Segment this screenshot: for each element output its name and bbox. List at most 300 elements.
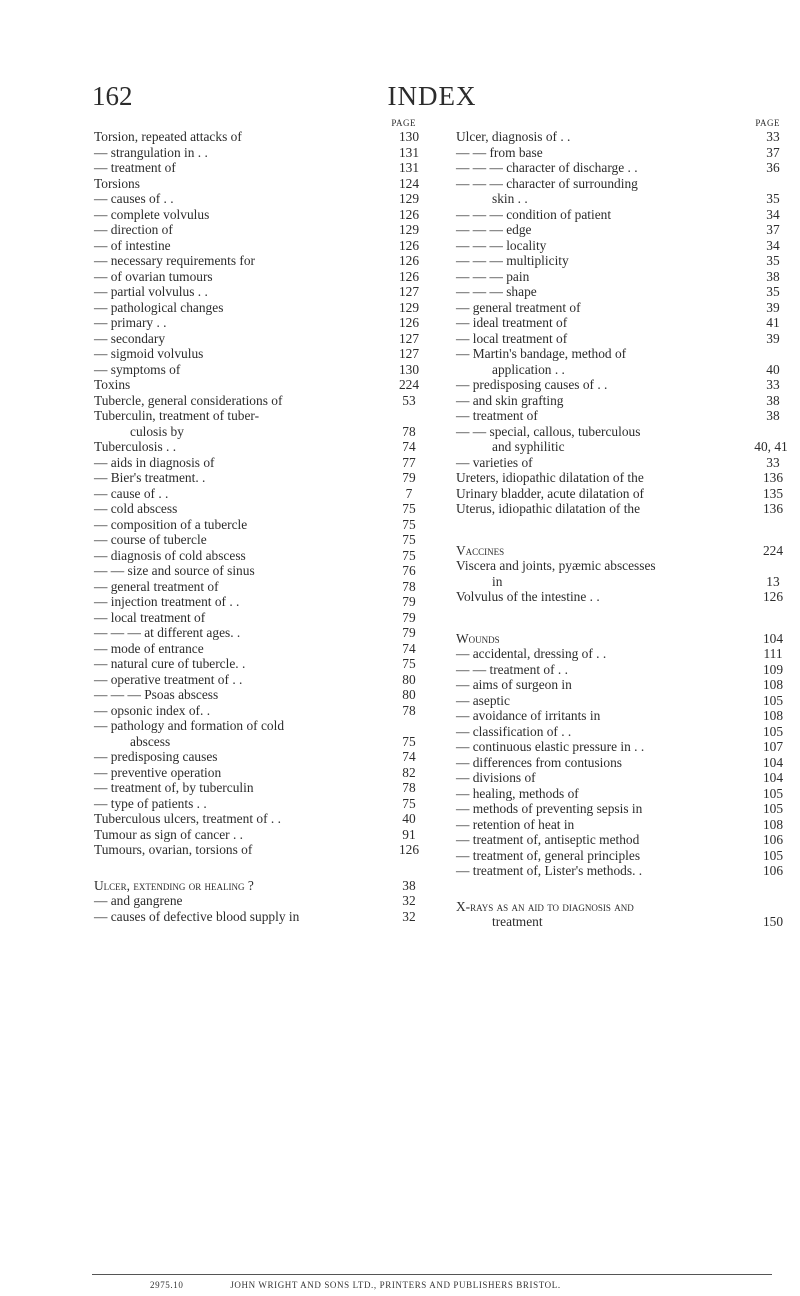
entry-text: — general treatment of <box>94 578 219 594</box>
entry-page-number: 39 <box>766 299 780 315</box>
entry-page-number: 126 <box>398 842 420 857</box>
section-gap <box>456 605 790 631</box>
index-entry <box>456 589 790 605</box>
left-entry-list <box>94 129 426 924</box>
entry-page-number: 35 <box>766 284 780 299</box>
entry-page-number: 75 <box>402 795 416 811</box>
index-entry <box>94 470 426 486</box>
index-entry <box>94 548 426 564</box>
entry-page-number: 126 <box>398 315 420 330</box>
entry-text: — of ovarian tumours <box>94 268 213 284</box>
index-entry <box>456 631 790 647</box>
index-entry <box>94 796 426 812</box>
entry-page-number: 129 <box>398 299 420 315</box>
entry-text: culosis by <box>130 423 184 439</box>
entry-page-number: 38 <box>766 268 780 284</box>
entry-page-number: 75 <box>402 532 416 547</box>
entry-page-number: 74 <box>402 640 416 656</box>
entry-page-number: 80 <box>402 687 416 702</box>
page-number: 162 <box>92 81 133 111</box>
print-code: 2975.10 <box>150 1280 184 1290</box>
index-entry <box>94 734 426 750</box>
entry-page-number: 78 <box>402 702 416 718</box>
entry-page-number: 124 <box>398 175 420 191</box>
index-column-left <box>94 118 426 924</box>
entry-page-number: 79 <box>402 625 416 640</box>
entry-text: treatment <box>492 914 543 929</box>
entry-text: — partial volvulus . . <box>94 284 208 299</box>
index-entry <box>94 393 426 409</box>
entry-page-number: 150 <box>762 914 784 929</box>
index-entry <box>456 739 790 755</box>
entry-text: — cause of . . <box>94 485 169 501</box>
entry-text: — aseptic <box>456 692 510 708</box>
entry-text: Tuberculin, treatment of tuber- <box>94 408 260 423</box>
entry-text: Uterus, idiopathic dilatation of the <box>456 501 641 516</box>
entry-text: — strangulation in . . <box>94 144 208 160</box>
entry-text: Volvulus of the intestine . . <box>456 589 600 604</box>
index-entry <box>456 677 790 693</box>
printer-imprint: JOHN WRIGHT AND SONS LTD., PRINTERS AND PUBLISHERS BRISTOL. <box>230 1280 561 1290</box>
footer-rule <box>92 1274 772 1275</box>
entry-page-number: 109 <box>762 661 784 677</box>
entry-text: — — size and source of sinus <box>94 563 255 578</box>
entry-text: — — — character of discharge . . <box>456 160 638 175</box>
entry-page-number: 36 <box>766 160 780 175</box>
entry-text: — — from base <box>456 144 543 160</box>
index-entry <box>456 832 790 848</box>
entry-text: — — — shape <box>456 284 537 299</box>
index-entry <box>456 770 790 786</box>
index-entry <box>94 656 426 672</box>
index-entry <box>456 284 790 300</box>
entry-page-number: 75 <box>402 516 416 532</box>
entry-page-number: 38 <box>402 877 416 893</box>
index-entry <box>456 191 790 207</box>
page-header <box>92 80 772 120</box>
entry-text: — classification of . . <box>456 723 572 739</box>
entry-page-number: 108 <box>762 677 784 692</box>
entry-text: in <box>492 573 503 589</box>
entry-text: and syphilitic <box>492 439 565 454</box>
index-entry <box>94 610 426 626</box>
index-entry <box>94 424 426 440</box>
entry-text: — Martin's bandage, method of <box>456 346 627 361</box>
index-entry <box>94 315 426 331</box>
entry-text: Tuberculosis . . <box>94 439 177 454</box>
entry-text: — pathological changes <box>94 299 224 315</box>
entry-text: — Bier's treatment. . <box>94 470 206 485</box>
section-gap <box>456 879 790 899</box>
page-title: INDEX <box>387 81 477 111</box>
index-entry <box>456 899 790 915</box>
entry-page-number: 32 <box>402 908 416 924</box>
entry-text: — natural cure of tubercle. . <box>94 656 246 671</box>
index-entry <box>94 909 426 925</box>
entry-text: — type of patients . . <box>94 795 207 811</box>
entry-text: — predisposing causes <box>94 749 218 764</box>
entry-text: — — — at different ages. . <box>94 625 241 640</box>
index-entry <box>94 563 426 579</box>
entry-page-number: 78 <box>402 780 416 795</box>
entry-page-number: 130 <box>398 361 420 377</box>
entry-page-number: 106 <box>762 832 784 847</box>
index-entry <box>94 579 426 595</box>
index-entry <box>456 801 790 817</box>
entry-page-number: 38 <box>766 408 780 423</box>
index-entry <box>456 755 790 771</box>
entry-text: — and gangrene <box>94 893 183 908</box>
entry-page-number: 33 <box>766 377 780 392</box>
index-entry <box>456 253 790 269</box>
entry-text: — aids in diagnosis of <box>94 454 215 470</box>
entry-page-number: 77 <box>402 454 416 470</box>
entry-page-number: 80 <box>402 671 416 687</box>
entry-page-number: 104 <box>762 754 784 770</box>
page-column-label: PAGE <box>391 118 416 128</box>
index-entry <box>94 160 426 176</box>
entry-page-number: 35 <box>766 253 780 268</box>
index-entry <box>456 176 790 192</box>
index-entry <box>456 346 790 362</box>
entry-page-number: 41 <box>766 315 780 330</box>
entry-page-number: 40 <box>766 361 780 377</box>
entry-text: — causes of defective blood supply in <box>94 908 300 924</box>
entry-text: — composition of a tubercle <box>94 516 248 532</box>
entry-page-number: 131 <box>398 160 420 175</box>
entry-page-number: 13 <box>766 573 780 589</box>
entry-text: abscess <box>130 733 171 749</box>
entry-text: — diagnosis of cold abscess <box>94 547 246 563</box>
index-entry <box>456 393 790 409</box>
entry-text: — injection treatment of . . <box>94 594 240 609</box>
entry-text: — primary . . <box>94 315 167 330</box>
entry-text: Tubercle, general considerations of <box>94 392 283 408</box>
entry-text: — — — pain <box>456 268 530 284</box>
entry-text: — — — Psoas abscess <box>94 687 219 702</box>
entry-page-number: 127 <box>398 284 420 299</box>
entry-text: — differences from contusions <box>456 754 622 770</box>
entry-page-number: 129 <box>398 222 420 237</box>
entry-page-number: 79 <box>402 609 416 625</box>
entry-text: — opsonic index of. . <box>94 702 211 718</box>
entry-text: — avoidance of irritants in <box>456 708 601 723</box>
index-entry <box>94 191 426 207</box>
entry-text: — varieties of <box>456 454 533 470</box>
index-entry <box>94 331 426 347</box>
entry-page-number: 126 <box>762 589 784 604</box>
index-entry <box>94 129 426 145</box>
entry-text: — predisposing causes of . . <box>456 377 608 392</box>
entry-text: — local treatment of <box>456 330 568 346</box>
index-entry <box>94 718 426 734</box>
entry-text: Ulcer, diagnosis of . . <box>456 129 571 144</box>
entry-page-number: 106 <box>762 863 784 878</box>
entry-page-number: 53 <box>402 392 416 408</box>
entry-text: X-rays as an aid to diagnosis and <box>456 898 634 914</box>
index-entry <box>456 693 790 709</box>
index-entry <box>94 517 426 533</box>
entry-text: — symptoms of <box>94 361 181 377</box>
entry-page-number: 79 <box>402 594 416 609</box>
entry-text: — of intestine <box>94 237 171 253</box>
entry-page-number: 130 <box>398 129 420 144</box>
index-entry <box>456 222 790 238</box>
entry-page-number: 78 <box>402 423 416 439</box>
entry-text: — direction of <box>94 222 173 237</box>
entry-page-number: 78 <box>402 578 416 594</box>
index-entry <box>94 408 426 424</box>
entry-page-number: 105 <box>762 847 784 863</box>
entry-page-number: 79 <box>402 470 416 485</box>
entry-text: — mode of entrance <box>94 640 204 656</box>
entry-text: Tumours, ovarian, torsions of <box>94 842 253 857</box>
index-entry <box>94 501 426 517</box>
entry-page-number: 127 <box>398 330 420 346</box>
entry-page-number: 224 <box>762 542 784 558</box>
entry-text: — ideal treatment of <box>456 315 568 330</box>
entry-text: — pathology and formation of cold <box>94 718 285 733</box>
index-entry <box>94 269 426 285</box>
entry-text: Torsions <box>94 175 140 191</box>
entry-text: — — — multiplicity <box>456 253 569 268</box>
entry-page-number: 33 <box>766 454 780 470</box>
index-entry <box>456 558 790 574</box>
entry-page-number: 32 <box>402 893 416 908</box>
entry-text: — — — character of surrounding <box>456 175 638 191</box>
index-entry <box>94 893 426 909</box>
right-entry-list <box>456 129 790 930</box>
entry-page-number: 7 <box>405 485 413 501</box>
entry-page-number: 126 <box>398 253 420 268</box>
entry-page-number: 135 <box>762 485 784 501</box>
entry-page-number: 111 <box>763 646 783 661</box>
entry-text: — complete volvulus <box>94 206 210 222</box>
section-gap <box>94 858 426 878</box>
index-entry <box>94 486 426 502</box>
entry-page-number: 126 <box>398 206 420 222</box>
index-entry <box>456 129 790 145</box>
index-entry <box>456 786 790 802</box>
entry-page-number: 75 <box>402 733 416 749</box>
entry-page-number: 104 <box>762 630 784 646</box>
index-entry <box>456 574 790 590</box>
index-entry <box>456 377 790 393</box>
index-entry <box>94 641 426 657</box>
entry-page-number: 105 <box>762 723 784 739</box>
entry-text: — methods of preventing sepsis in <box>456 801 643 816</box>
index-entry <box>456 486 790 502</box>
entry-page-number: 40 <box>402 811 416 826</box>
index-entry <box>456 470 790 486</box>
index-entry <box>456 708 790 724</box>
index-entry <box>94 625 426 641</box>
index-entry <box>94 222 426 238</box>
index-entry <box>456 315 790 331</box>
index-entry <box>94 346 426 362</box>
index-entry <box>456 543 790 559</box>
entry-text: — secondary <box>94 330 166 346</box>
index-entry <box>456 863 790 879</box>
entry-page-number: 34 <box>766 206 780 222</box>
entry-page-number: 74 <box>402 439 416 454</box>
entry-text: — treatment of <box>456 408 538 423</box>
index-entry <box>94 827 426 843</box>
index-entry <box>94 687 426 703</box>
entry-text: — healing, methods of <box>456 785 579 801</box>
index-entry <box>94 377 426 393</box>
entry-text: — general treatment of <box>456 299 581 315</box>
index-entry <box>94 284 426 300</box>
index-entry <box>94 145 426 161</box>
page-column-label: PAGE <box>755 118 780 128</box>
entry-text: Viscera and joints, pyæmic abscesses <box>456 558 656 573</box>
entry-page-number: 105 <box>762 801 784 816</box>
index-entry <box>94 238 426 254</box>
index-entry <box>94 703 426 719</box>
entry-page-number: 127 <box>398 346 420 361</box>
entry-page-number: 37 <box>766 144 780 160</box>
entry-text: — course of tubercle <box>94 532 207 547</box>
index-entry <box>456 269 790 285</box>
entry-text: — accidental, dressing of . . <box>456 646 607 661</box>
index-entry <box>456 145 790 161</box>
index-entry <box>94 780 426 796</box>
entry-text: — continuous elastic pressure in . . <box>456 739 645 754</box>
entry-text: Ureters, idiopathic dilatation of the <box>456 470 644 485</box>
entry-page-number: 38 <box>766 392 780 408</box>
entry-page-number: 35 <box>766 191 780 206</box>
entry-text: — — — edge <box>456 222 532 237</box>
entry-text: Vaccines <box>456 542 505 558</box>
entry-page-number: 108 <box>762 708 784 723</box>
entry-page-number: 39 <box>766 330 780 346</box>
entry-text: Toxins <box>94 377 131 392</box>
entry-text: — preventive operation <box>94 764 222 780</box>
entry-text: — sigmoid volvulus <box>94 346 204 361</box>
entry-page-number: 75 <box>402 501 416 516</box>
index-entry <box>94 811 426 827</box>
index-entry <box>94 455 426 471</box>
entry-text: — divisions of <box>456 770 536 785</box>
entry-page-number: 131 <box>398 144 420 160</box>
index-entry <box>94 253 426 269</box>
entry-text: — aims of surgeon in <box>456 677 572 692</box>
entry-page-number: 75 <box>402 656 416 671</box>
entry-text: — treatment of, antiseptic method <box>456 832 640 847</box>
entry-page-number: 74 <box>402 749 416 764</box>
entry-text: — local treatment of <box>94 609 206 625</box>
entry-page-number: 82 <box>402 764 416 780</box>
index-entry <box>456 238 790 254</box>
index-entry <box>456 207 790 223</box>
entry-text: — necessary requirements for <box>94 253 255 268</box>
entry-page-number: 224 <box>398 377 420 392</box>
index-entry <box>94 300 426 316</box>
entry-text: Torsion, repeated attacks of <box>94 129 242 144</box>
index-entry <box>456 331 790 347</box>
index-entry <box>456 646 790 662</box>
index-entry <box>94 362 426 378</box>
index-entry <box>94 672 426 688</box>
index-entry <box>94 594 426 610</box>
entry-page-number: 37 <box>766 222 780 237</box>
entry-text: — and skin grafting <box>456 392 564 408</box>
entry-text: — treatment of <box>94 160 176 175</box>
index-entry <box>94 439 426 455</box>
entry-page-number: 76 <box>402 563 416 578</box>
index-entry <box>94 765 426 781</box>
entry-page-number: 105 <box>762 692 784 708</box>
entry-text: — — treatment of . . <box>456 661 568 677</box>
entry-text: — treatment of, by tuberculin <box>94 780 254 795</box>
entry-page-number: 75 <box>402 547 416 563</box>
index-entry <box>456 662 790 678</box>
index-entry <box>456 439 790 455</box>
index-entry <box>94 176 426 192</box>
entry-page-number: 107 <box>762 739 784 754</box>
entry-text: — — — locality <box>456 237 547 253</box>
entry-text: — treatment of, Lister's methods. . <box>456 863 643 878</box>
index-entry <box>94 842 426 858</box>
entry-page-number: 40, 41 <box>754 439 788 454</box>
entry-text: Wounds <box>456 630 500 646</box>
entry-page-number: 105 <box>762 785 784 801</box>
entry-text: Urinary bladder, acute dilatation of <box>456 485 644 501</box>
index-entry <box>456 300 790 316</box>
index-entry <box>94 532 426 548</box>
entry-page-number: 108 <box>762 816 784 832</box>
index-entry <box>456 848 790 864</box>
entry-page-number: 34 <box>766 237 780 253</box>
entry-text: — — — condition of patient <box>456 206 612 222</box>
entry-page-number: 33 <box>766 129 780 144</box>
entry-page-number: 129 <box>398 191 420 206</box>
entry-page-number: 104 <box>762 770 784 785</box>
entry-page-number: 126 <box>398 268 420 284</box>
entry-text: — — special, callous, tuberculous <box>456 423 641 439</box>
entry-text: Tumour as sign of cancer . . <box>94 826 244 842</box>
index-entry <box>456 724 790 740</box>
entry-page-number: 91 <box>402 826 416 842</box>
index-entry <box>94 749 426 765</box>
index-column-right <box>456 118 790 930</box>
entry-text: — retention of heat in <box>456 816 575 832</box>
entry-text: application . . <box>492 361 565 377</box>
entry-text: — operative treatment of . . <box>94 671 243 687</box>
index-entry <box>456 362 790 378</box>
entry-text: skin . . <box>492 191 528 206</box>
index-entry <box>94 878 426 894</box>
index-entry <box>456 501 790 517</box>
section-gap <box>456 517 790 543</box>
index-entry <box>456 424 790 440</box>
entry-text: Ulcer, extending or healing ? <box>94 877 254 893</box>
entry-text: Tuberculous ulcers, treatment of . . <box>94 811 281 826</box>
index-entry <box>456 408 790 424</box>
index-entry <box>456 455 790 471</box>
entry-text: — treatment of, general principles <box>456 847 641 863</box>
entry-page-number: 126 <box>398 237 420 253</box>
entry-text: — causes of . . <box>94 191 174 206</box>
entry-text: — cold abscess <box>94 501 178 516</box>
entry-page-number: 136 <box>762 470 784 485</box>
printer-footer <box>150 1280 561 1290</box>
entry-page-number: 136 <box>762 501 784 516</box>
index-entry <box>94 207 426 223</box>
index-entry <box>456 160 790 176</box>
index-entry <box>456 817 790 833</box>
